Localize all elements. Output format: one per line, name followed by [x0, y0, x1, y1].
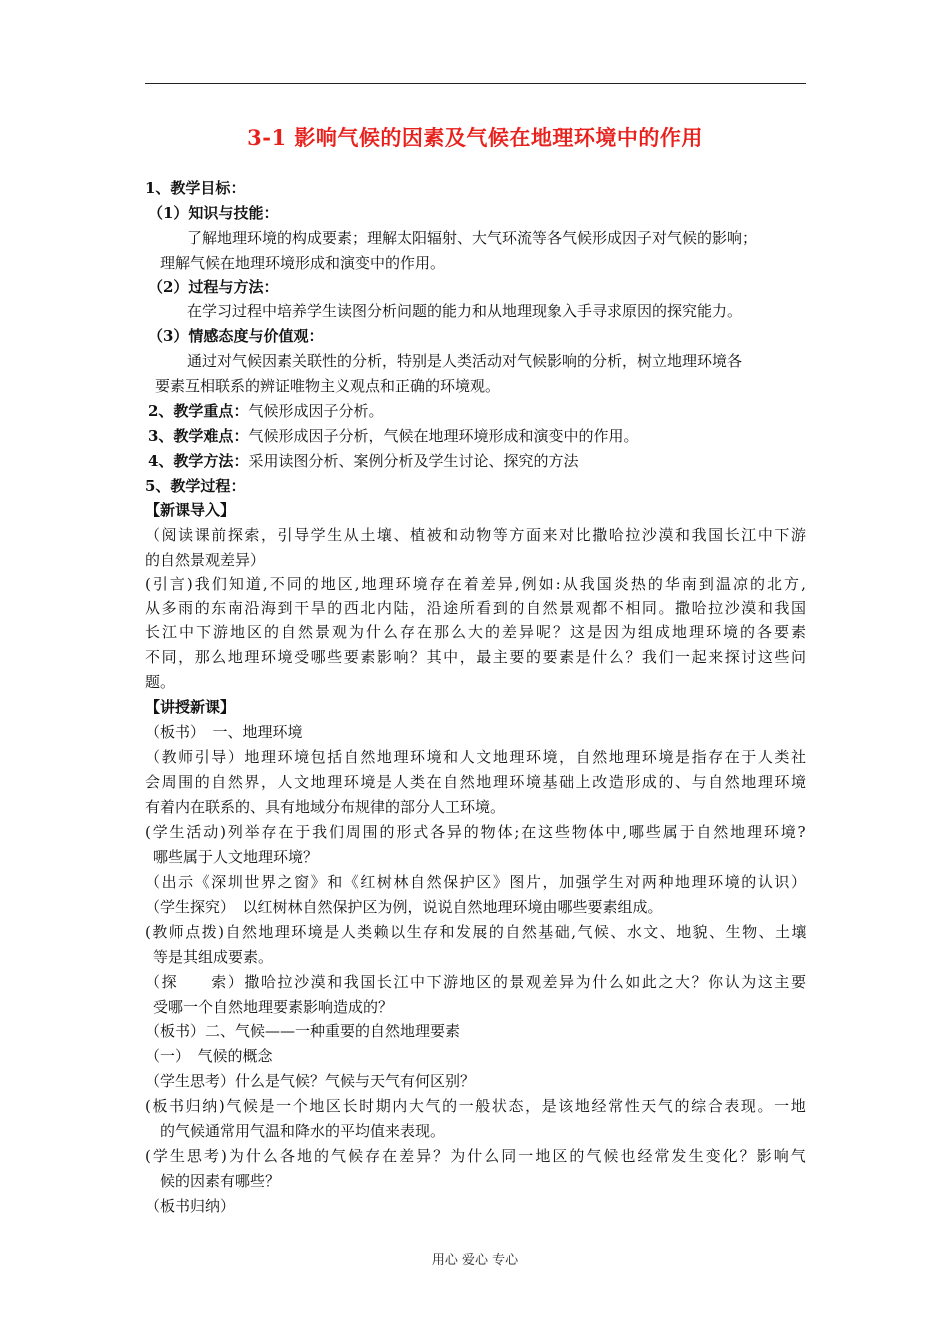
text-line-16: [145, 550, 265, 570]
heading-label: （3）情感态度与价值观：: [148, 327, 324, 345]
text-line-5: [148, 277, 278, 297]
text-line-20: [145, 647, 808, 667]
text-line-19: [145, 622, 808, 642]
body-text: （探 索）撒哈拉沙漠和我国长江中下游地区的景观差异为什么如此之大？你认为这主要: [145, 973, 808, 991]
text-line-12: [148, 451, 578, 471]
body-text: 哪些属于人文地理环境？: [153, 848, 319, 866]
body-text: 长江中下游地区的自然景观为什么存在那么大的差异呢？这是因为组成地理环境的各要素: [145, 623, 809, 641]
text-line-21: [145, 672, 175, 692]
body-text: 题。: [145, 673, 176, 691]
text-line-31: [145, 922, 808, 942]
text-line-22: [145, 697, 235, 717]
body-text: （一） 气候的概念: [145, 1047, 273, 1065]
body-text: （学生思考）什么是气候？气候与天气有何区别？: [145, 1072, 476, 1090]
text-line-10: [148, 401, 383, 421]
text-line-34: [153, 997, 393, 1017]
heading-label: 【新课导入】: [145, 501, 236, 519]
text-line-9: [155, 376, 500, 396]
text-line-17: [145, 574, 808, 594]
text-line-1: [145, 178, 245, 198]
text-line-7: [148, 326, 323, 346]
heading-label: 4、教学方法：: [148, 452, 249, 470]
heading-label: 2、教学重点：: [148, 402, 249, 420]
text-line-32: [153, 947, 273, 967]
body-text: （学生探究） 以红树林自然保护区为例，说说自然地理环境由哪些要素组成。: [145, 898, 663, 916]
body-text: 受哪一个自然地理要素影响造成的？: [153, 998, 394, 1016]
body-text: 候的因素有哪些？: [160, 1172, 281, 1190]
body-text: (引言)我们知道,不同的地区,地理环境存在着差异,例如:从我国炎热的华南到温凉的北方,: [145, 575, 808, 593]
body-text: （出示《深圳世界之窗》和《红树林自然保护区》图片，加强学生对两种地理环境的认识）: [145, 873, 808, 891]
text-line-36: [145, 1046, 273, 1066]
heading-label: 1、教学目标：: [145, 179, 246, 197]
text-line-3: [187, 228, 757, 248]
body-text: 气候形成因子分析。: [248, 402, 384, 420]
page-footer: 用心 爱心 专心: [431, 1253, 519, 1268]
heading-label: 【讲授新课】: [145, 698, 236, 716]
text-line-15: [145, 525, 808, 545]
text-line-28: [153, 847, 318, 867]
heading-label: 5、教学过程：: [145, 477, 246, 495]
text-line-4: [160, 253, 445, 273]
text-line-40: [145, 1146, 808, 1166]
text-line-30: [145, 897, 663, 917]
body-text: （板书）二、气候——一种重要的自然地理要素: [145, 1022, 461, 1040]
body-text: （教师引导）地理环境包括自然地理环境和人文地理环境，自然地理环境是指存在于人类社: [145, 748, 808, 766]
text-line-11: [148, 426, 638, 446]
body-text: (学生活动)列举存在于我们周围的形式各异的物体;在这些物体中,哪些属于自然地理环境?: [145, 823, 808, 841]
text-line-23: [145, 722, 303, 742]
heading-label: （2）过程与方法：: [148, 278, 279, 296]
body-text: 有着内在联系的、具有地域分布规律的部分人工环境。: [145, 798, 506, 816]
body-text: 会周围的自然界，人文地理环境是人类在自然地理环境基础上改造形成的、与自然地理环境: [145, 773, 808, 791]
body-text: 的气候通常用气温和降水的平均值来表现。: [160, 1122, 446, 1140]
text-line-42: [145, 1196, 235, 1216]
text-line-39: [160, 1121, 445, 1141]
text-line-18: [145, 598, 808, 618]
text-line-29: [145, 872, 808, 892]
text-line-37: [145, 1071, 475, 1091]
document-title: 3-1 影响气候的因素及气候在地理环境中的作用: [247, 125, 703, 150]
body-text: 了解地理环境的构成要素；理解太阳辐射、大气环流等各气候形成因子对气候的影响；: [187, 229, 758, 247]
body-text: 从多雨的东南沿海到干旱的西北内陆，沿途所看到的自然景观都不相同。撒哈拉沙漠和我国: [145, 599, 808, 617]
text-line-33: [145, 972, 808, 992]
text-line-41: [160, 1171, 280, 1191]
text-line-6: [187, 301, 742, 321]
heading-label: 3、教学难点：: [148, 427, 249, 445]
body-text: 的自然景观差异）: [145, 551, 266, 569]
heading-label: （1）知识与技能：: [148, 204, 279, 222]
body-text: 在学习过程中培养学生读图分析问题的能力和从地理现象入手寻求原因的探究能力。: [187, 302, 743, 320]
text-line-25: [145, 772, 808, 792]
body-text: 气候形成因子分析，气候在地理环境形成和演变中的作用。: [248, 427, 639, 445]
body-text: (教师点拨)自然地理环境是人类赖以生存和发展的自然基础,气候、水文、地貌、生物、土壤: [145, 923, 808, 941]
header-rule: [145, 83, 806, 84]
text-line-38: [145, 1096, 807, 1116]
body-text: (学生思考)为什么各地的气候存在差异？为什么同一地区的气候也经常发生变化？影响气: [145, 1147, 808, 1165]
body-text: 要素互相联系的辨证唯物主义观点和正确的环境观。: [155, 377, 501, 395]
text-line-24: [145, 747, 808, 767]
text-line-27: [145, 822, 807, 842]
body-text: 采用读图分析、案例分析及学生讨论、探究的方法: [248, 452, 579, 470]
text-line-13: [145, 476, 245, 496]
body-text: 理解气候在地理环境形成和演变中的作用。: [160, 254, 446, 272]
body-text: （阅读课前探索，引导学生从土壤、植被和动物等方面来对比撒哈拉沙漠和我国长江中下游: [145, 526, 808, 544]
text-line-8: [187, 351, 742, 371]
text-line-35: [145, 1021, 460, 1041]
body-text: 通过对气候因素关联性的分析，特别是人类活动对气候影响的分析，树立地理环境各: [187, 352, 743, 370]
body-text: （板书） 一、地理环境: [145, 723, 303, 741]
body-text: 不同，那么地理环境受哪些要素影响？其中，最主要的要素是什么？我们一起来探讨这些问: [145, 648, 808, 666]
body-text: (板书归纳)气候是一个地区长时期内大气的一般状态，是该地经常性天气的综合表现。一地: [145, 1097, 808, 1115]
text-line-26: [145, 797, 505, 817]
body-text: 等是其组成要素。: [153, 948, 274, 966]
text-line-14: [145, 500, 235, 520]
text-line-2: [148, 203, 278, 223]
body-text: （板书归纳）: [145, 1197, 236, 1215]
